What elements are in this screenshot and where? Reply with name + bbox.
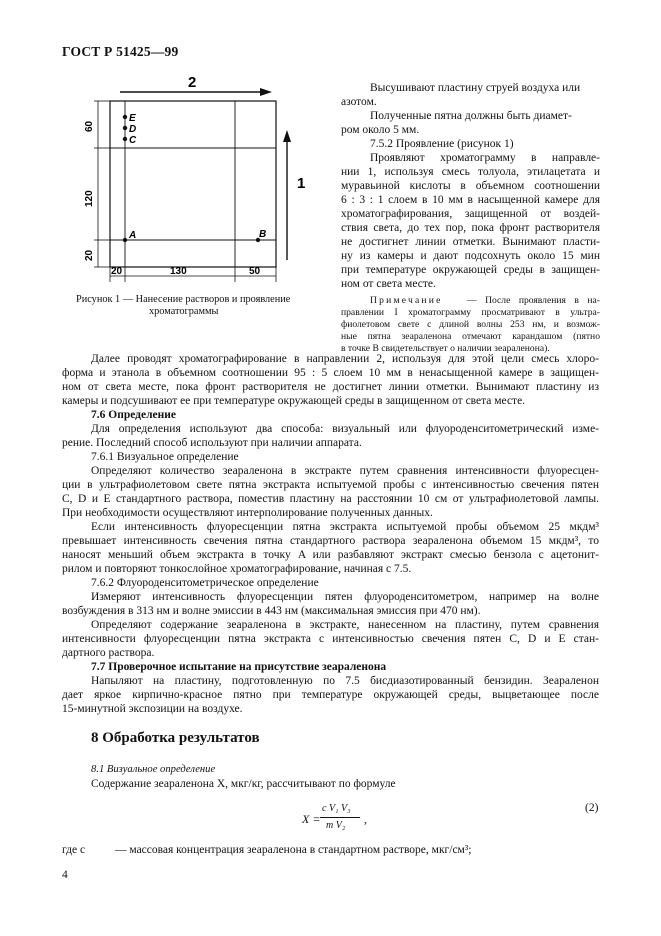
body-line: Если интенсивность флуоресценции пятна экстракта испытуемой пробы объемом 25 мкдм³ (91, 521, 599, 533)
body-line: Содержание зеараленона X, мкг/кг, рассчитывают по формуле (91, 778, 396, 790)
body-line: При необходимости осуществляют интерполирование полученных данных. (62, 507, 433, 519)
rc-line: Проявляют хроматограмму в направле- (370, 152, 600, 164)
dim-60: 60 (84, 120, 95, 132)
chromatogram-diagram (60, 70, 320, 295)
point-a (123, 238, 127, 242)
body-line: камеры и подсушивают ее при температуре окружающей среды в защищенном от света месте. (62, 395, 526, 407)
dim-130: 130 (170, 266, 187, 277)
fraction-bar (320, 817, 360, 818)
formula-lhs: X = (302, 812, 321, 826)
figure-1 (60, 70, 320, 295)
label-c: C (129, 135, 137, 146)
direction-2-arrowhead (260, 88, 272, 96)
body-line: Определяют содержание зеараленона в экстракте, нанесенном на пластину, путем сравнения (91, 619, 599, 631)
rc-line: хроматографирования, защищенной от воздей- (341, 208, 600, 220)
body-line: дает яркое кирпично-красное пятно при температуре окружающей среды, выцветающее после (62, 689, 599, 701)
body-line: рилом и повторяют тонкослойное хроматографирование, начиная с 7.5. (62, 563, 412, 575)
direction-1-arrowhead (283, 130, 291, 142)
heading-8-1: 8.1 Визуальное определение (91, 764, 216, 775)
standard-header: ГОСТ Р 51425—99 (62, 44, 179, 59)
body-line: интенсивности флуоресценции пятна экстракта с интенсивностью свечения пятен C, D и E стан- (62, 633, 599, 645)
note-label: Примечание (370, 295, 443, 306)
dim-50: 50 (249, 266, 261, 277)
body-line: Для определения используют два способа: визуальный или флуороденситометрический изме- (91, 423, 599, 435)
body-line: C, D и E стандартного раствора, поместив пластину на расстоянии 10 см от ультрафиолетовой лампы. (62, 493, 599, 505)
where-text: — массовая концентрация зеараленона в стандартном растворе, мкг/см³; (115, 844, 472, 856)
body-line: ции в ультрафиолетовом свете пятна экстракта испытуемой пробы с интенсивностью свечения пятен (62, 479, 599, 491)
body-line: ном от света месте, пока фронт растворителя не достигнет линии отметки. Вынимают пластину из (62, 381, 599, 393)
rc-line: Высушивают пластину струей воздуха или (370, 82, 581, 94)
body-line: Определяют количество зеараленона в экстракте путем сравнения интенсивности флуоресцен- (91, 465, 599, 477)
body-line: Измеряют интенсивность флуоресценции пятен флуороденситометром, например на волне (91, 591, 599, 603)
rc-line: ром около 5 мм. (341, 124, 420, 136)
rc-line: нии 1, используя смесь толуола, этилацетата и (341, 166, 600, 178)
label-d: D (129, 124, 137, 135)
rc-line: муравьиной кислоты в объемном соотношении (341, 180, 600, 192)
rc-line: Полученные пятна должны быть диамет- (370, 110, 572, 122)
note-line: фиолетовом свете с длиной волны 253 нм, и возмож- (341, 319, 600, 330)
dim-120: 120 (84, 190, 95, 207)
rc-line: ном от света месте. (341, 278, 436, 290)
heading-7-6-1: 7.6.1 Визуальное определение (91, 451, 239, 463)
formula-numerator: c V₁ V₃ (322, 803, 351, 814)
formula-denominator: m V₂ (326, 820, 346, 831)
body-line: дартного раствора. (62, 647, 155, 659)
note-line: ные пятна зеараленона отмечают карандашом (пятно (341, 331, 600, 342)
note-line: — После проявления в на- (467, 295, 600, 306)
label-a: A (129, 230, 137, 241)
point-d (123, 126, 127, 130)
heading-8: 8 Обработка результатов (91, 730, 260, 746)
figure-caption-line1: Рисунок 1 — Нанесение растворов и проявление (76, 294, 291, 305)
point-e (123, 115, 127, 119)
formula-2 (298, 801, 418, 841)
rc-line: 7.5.2 Проявление (рисунок 1) (370, 138, 514, 150)
body-line: 15-минутной экспозиции на воздухе. (62, 703, 243, 715)
dim-20-left: 20 (84, 249, 95, 261)
label-b: B (259, 229, 267, 240)
formula-number: (2) (585, 802, 599, 814)
direction-2-label: 2 (188, 74, 197, 91)
note-line: в точке B свидетельствует о наличии зеараленона). (341, 343, 550, 354)
body-line: возбуждения в 313 нм и волне эмиссии в 443 нм (максимальная эмиссия при 470 нм). (62, 605, 481, 617)
heading-7-6-2: 7.6.2 Флуороденситометрическое определение (91, 577, 319, 589)
formula-tail: , (364, 812, 367, 826)
rc-line: при температуре окружающей среды в защищен- (341, 264, 600, 276)
body-line: Напыляют на пластину, подготовленную по 7.5 бисдиазотированный бензидин. Зеараленон (91, 675, 599, 687)
rc-line: ну из камеры и дают подсохнуть около 15 мин (341, 250, 600, 262)
page-number: 4 (62, 869, 68, 881)
rc-line: азотом. (341, 96, 377, 108)
direction-1-label: 1 (297, 175, 306, 192)
rc-line: не достигнет линии отметки. Вынимают пласти- (341, 236, 600, 248)
rc-line: ствия света, до тех пор, пока фронт растворителя (341, 222, 600, 234)
heading-7-6: 7.6 Определение (91, 409, 177, 421)
body-line: рение. Последний способ используют при наличии аппарата. (62, 437, 362, 449)
figure-caption-line2: хроматограммы (149, 306, 219, 317)
body-line: наносят меньший объем экстракта в точку A или разбавляют экстракт смесью бензола с ацетонит- (62, 549, 599, 561)
rc-line: 6 : 3 : 1 слоем в 10 мм в насыщенной камере для (341, 194, 600, 206)
where-label: где c (62, 844, 86, 856)
label-e: E (129, 113, 136, 124)
heading-7-7: 7.7 Проверочное испытание на присутствие зеараленона (91, 661, 387, 673)
body-line: превышает интенсивность свечения пятна стандартного раствора зеараленона объемом 15 мкдм³, то (62, 535, 599, 547)
body-line: форма и этанола в объемном соотношении 95 : 5 слоем 10 мм в ненасыщенной камере в защищен- (62, 367, 599, 379)
body-line: Далее проводят хроматографирование в направлении 2, используя для этой цели смесь хлоро- (91, 353, 599, 365)
note-line: правлении I хроматограмму просматривают в ультра- (341, 307, 600, 318)
point-c (123, 137, 127, 141)
dim-20-bottom: 20 (111, 266, 123, 277)
